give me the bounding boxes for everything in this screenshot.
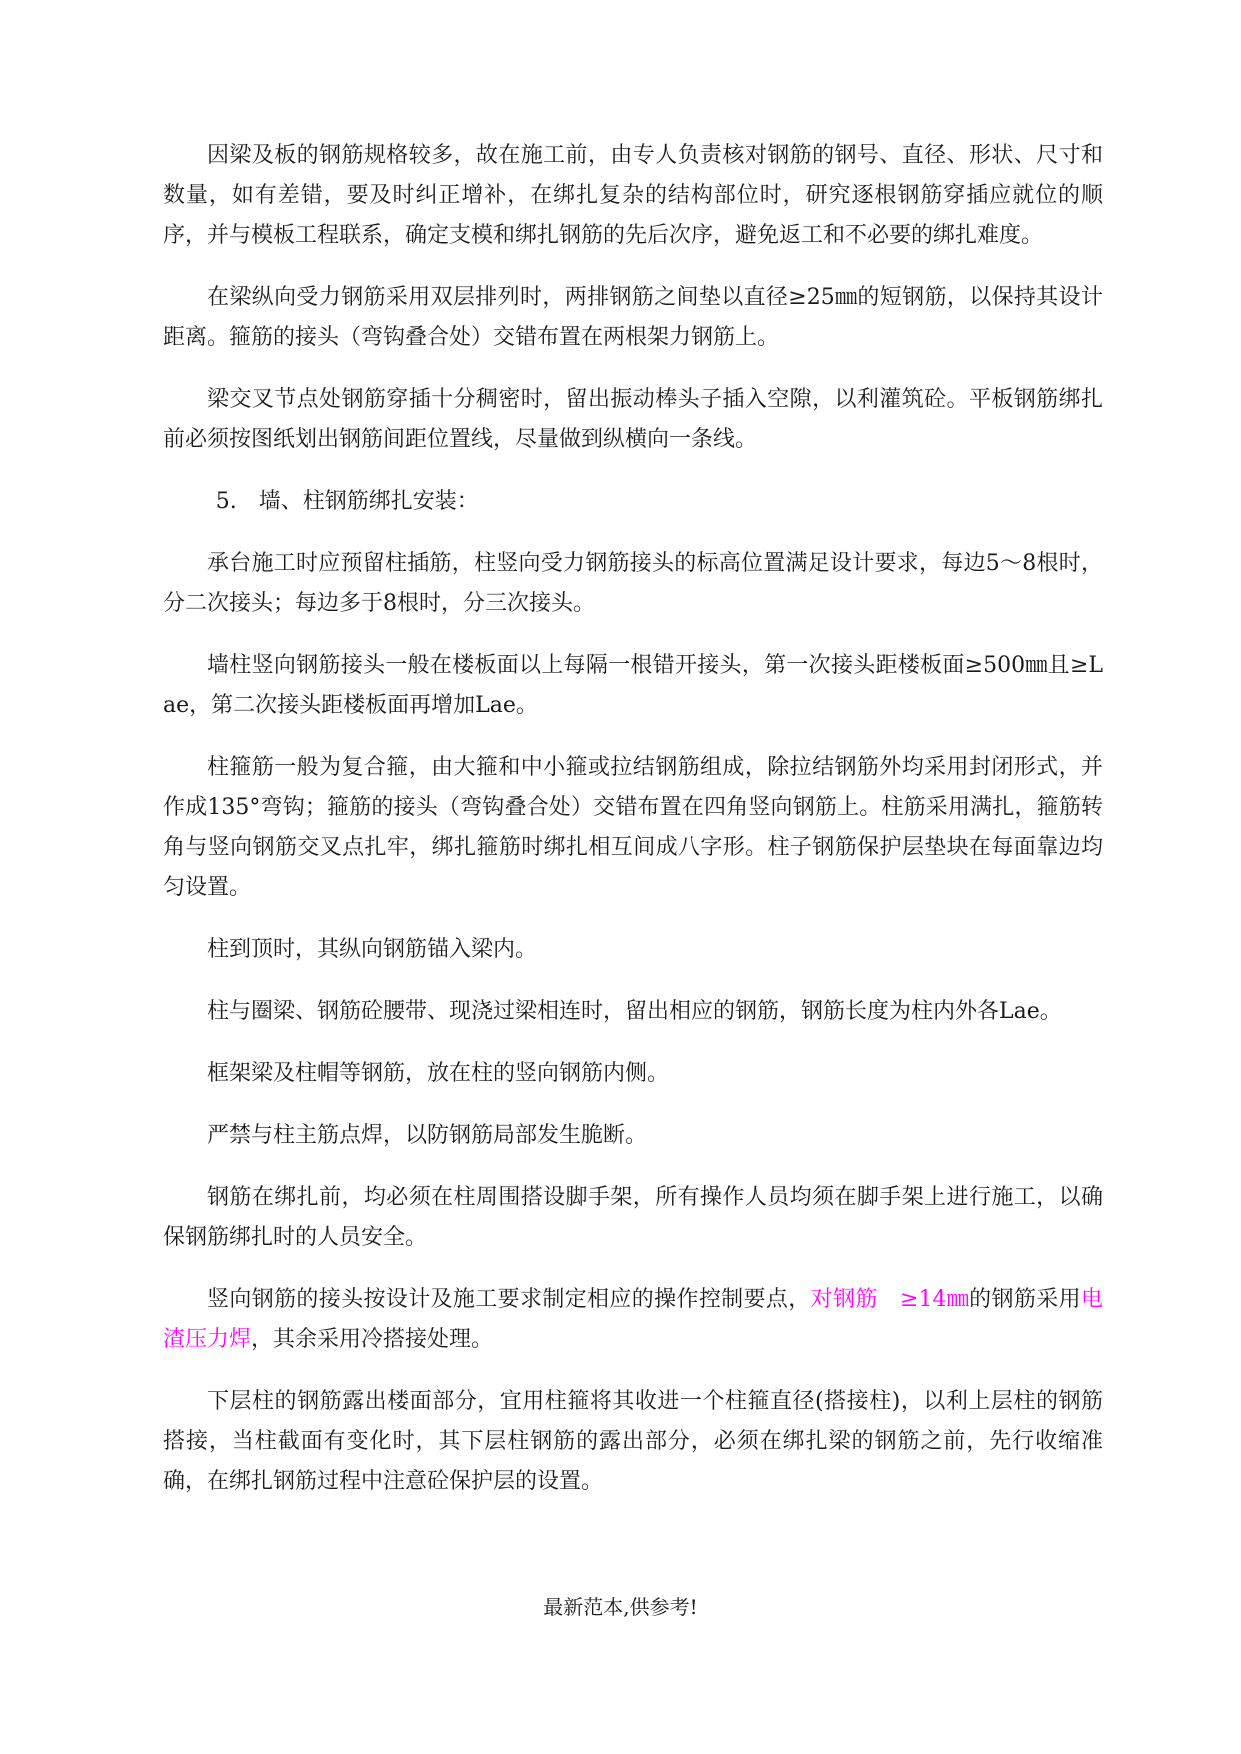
text-segment: 的钢筋采用 bbox=[969, 1287, 1081, 1312]
paragraph-column-top: 柱到顶时，其纵向钢筋锚入梁内。 bbox=[207, 937, 538, 962]
paragraph-beam-intersection: 梁交叉节点处钢筋穿插十分稠密时，留出振动棒头子插入空隙，以利灌筑砼。平板钢筋绑扎前必须按图纸划出钢筋间距位置线，尽量做到纵横向一条线。 bbox=[163, 387, 1103, 452]
paragraph-electroslag-welding bbox=[163, 1280, 1103, 1360]
paragraph-frame-beam-bars: 框架梁及柱帽等钢筋，放在柱的竖向钢筋内侧。 bbox=[207, 1061, 670, 1086]
paragraph-vertical-joints: 墙柱竖向钢筋接头一般在楼板面以上每隔一根错开接头，第一次接头距楼板面≥500㎜且≥Lae，第二次接头距楼板面再增加Lae。 bbox=[163, 653, 1103, 718]
highlighted-text: 对钢筋 ≥14㎜ bbox=[810, 1287, 970, 1312]
paragraph-lower-column-bars: 下层柱的钢筋露出楼面部分，宜用柱箍将其收进一个柱箍直径(搭接柱)，以利上层柱的钢筋搭接，当柱截面有变化时，其下层柱钢筋的露出部分，必须在绑扎梁的钢筋之前，先行收缩准确，在绑扎钢筋过程中注意砼保护层的设置。 bbox=[163, 1389, 1103, 1494]
document-body bbox=[163, 136, 1103, 1524]
paragraph-scaffolding-safety: 钢筋在绑扎前，均必须在柱周围搭设脚手架，所有操作人员均须在脚手架上进行施工，以确保钢筋绑扎时的人员安全。 bbox=[163, 1185, 1103, 1250]
paragraph-pile-cap-dowels: 承台施工时应预留柱插筋，柱竖向受力钢筋接头的标高位置满足设计要求，每边5～8根时，分二次接头；每边多于8根时，分三次接头。 bbox=[163, 551, 1103, 616]
section-heading-wall-column: 5. 墙、柱钢筋绑扎安装： bbox=[215, 489, 479, 514]
paragraph-ring-beam-connection: 柱与圈梁、钢筋砼腰带、现浇过梁相连时，留出相应的钢筋，钢筋长度为柱内外各Lae。 bbox=[207, 999, 1062, 1024]
text-segment: 竖向钢筋的接头按设计及施工要求制定相应的操作控制要点， bbox=[207, 1287, 811, 1312]
paragraph-no-spot-welding: 严禁与柱主筋点焊，以防钢筋局部发生脆断。 bbox=[207, 1123, 648, 1148]
text-segment: ，其余采用冷搭接处理。 bbox=[251, 1327, 494, 1352]
page-footer: 最新范本,供参考! bbox=[543, 1595, 698, 1619]
paragraph-column-stirrups: 柱箍筋一般为复合箍，由大箍和中小箍或拉结钢筋组成，除拉结钢筋外均采用封闭形式，并作成135°弯钩；箍筋的接头（弯钩叠合处）交错布置在四角竖向钢筋上。柱筋采用满扎，箍筋转角与竖向钢筋交叉点扎牢，绑扎箍筋时绑扎相互间成八字形。柱子钢筋保护层垫块在每面靠边均匀设置。 bbox=[163, 755, 1103, 900]
paragraph-double-layer-rebar: 在梁纵向受力钢筋采用双层排列时，两排钢筋之间垫以直径≥25㎜的短钢筋，以保持其设计距离。箍筋的接头（弯钩叠合处）交错布置在两根架力钢筋上。 bbox=[163, 285, 1103, 350]
highlighted-text: 电渣压力焊 bbox=[163, 1287, 1103, 1352]
paragraph-beam-slab-check: 因梁及板的钢筋规格较多，故在施工前，由专人负责核对钢筋的钢号、直径、形状、尺寸和数量，如有差错，要及时纠正增补，在绑扎复杂的结构部位时，研究逐根钢筋穿插应就位的顺序，并与模板工程联系，确定支模和绑扎钢筋的先后次序，避免返工和不必要的绑扎难度。 bbox=[163, 143, 1103, 248]
